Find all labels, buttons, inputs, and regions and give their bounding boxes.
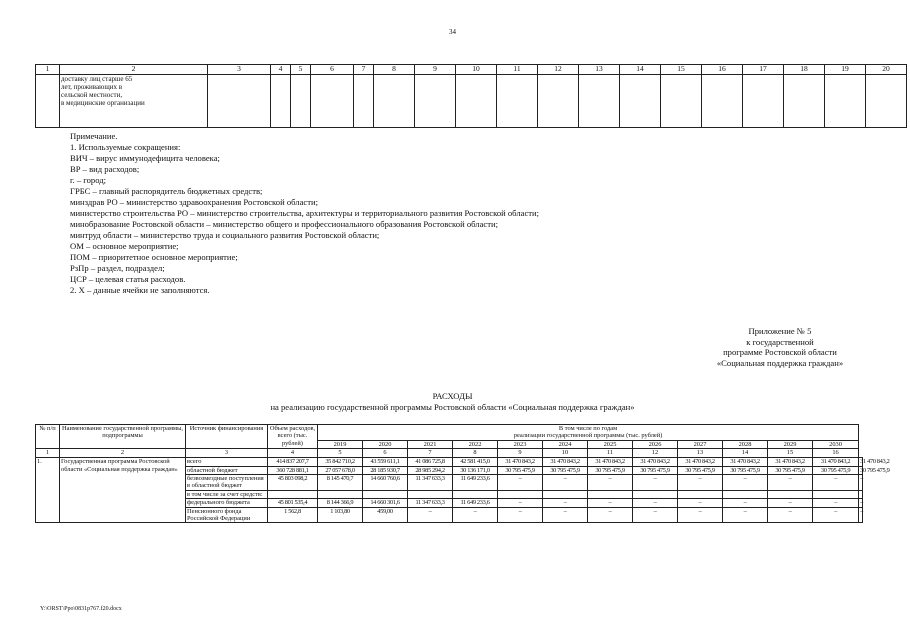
amount-cell: 30 795 475,9 [633,466,678,474]
amount-cell: – [768,499,813,507]
amount-cell: 14 660 301,6 [363,499,408,507]
column-number: 12 [633,449,678,458]
note-line: ВР – вид расходов; [70,164,140,174]
amount-cell [408,490,453,498]
notes-title: Примечание. [70,131,118,141]
column-number: 11 [588,449,633,458]
file-path-footer: Y:\ORST\Ppo\0831p767.f20.docx [40,606,122,612]
amount-cell: 35 842 710,2 [318,458,363,466]
column-number: 6 [363,449,408,458]
column-header: 9 [415,65,456,75]
amount-cell: 28 185 930,7 [363,466,408,474]
column-header: 6 [311,65,354,75]
amount-cell: – [813,499,859,507]
amount-cell: – [588,499,633,507]
amount-cell: 31 470 843,2 [768,458,813,466]
note-line: ОМ – основное мероприятие; [70,241,179,251]
header-years-group: В том числе по годам реализации государственной программы (тыс. рублей) [318,425,859,441]
amount-cell: 28 985 294,2 [408,466,453,474]
header-year: 2021 [408,440,453,448]
header-year: 2028 [723,440,768,448]
note-line: г. – город; [70,175,107,185]
note-line: минтруд области – министерство труда и социального развития Ростовской области; [70,230,380,240]
amount-cell: – [860,499,863,507]
amount-cell: 30 795 475,9 [498,466,543,474]
amount-cell [543,490,588,498]
amount-cell: – [723,499,768,507]
amount-cell: 31 470 843,2 [723,458,768,466]
amount-cell: 30 795 475,9 [543,466,588,474]
column-header: 15 [661,65,702,75]
amount-cell [678,490,723,498]
column-number: 13 [678,449,723,458]
column-header: 19 [825,65,866,75]
amount-cell: 414 837 207,7 [268,458,318,466]
row-description: доставку лиц старше 65 лет, проживающих в сельской местности, в медицинские организации [60,75,208,128]
column-header: 8 [374,65,415,75]
page-number: 34 [449,28,456,36]
amount-cell: 27 057 678,0 [318,466,363,474]
note-line: 1. Используемые сокращения: [70,142,181,152]
amount-cell [268,490,318,498]
column-header: 4 [271,65,291,75]
column-number: 5 [318,449,363,458]
column-header: 2 [60,65,208,75]
amount-cell: – [543,507,588,523]
amount-cell: – [813,507,859,523]
amount-cell: – [453,507,498,523]
column-number: 7 [408,449,453,458]
amount-cell: – [633,499,678,507]
header-volume: Объем расходов, всего (тыс. рублей) [268,425,318,449]
column-header: 12 [538,65,579,75]
column-number: 1 [36,449,60,458]
appendix-heading: Приложение № 5 к государственной программе Ростовской области «Социальная поддержка граждан» [716,326,844,368]
amount-cell [633,490,678,498]
table-row [36,458,863,466]
header-year: 2019 [318,440,363,448]
column-header: 20 [866,65,907,75]
program-number: 1. [36,458,60,523]
column-number: 4 [268,449,318,458]
amount-cell: – [543,475,588,491]
expenses-table [35,424,890,523]
column-number: 16 [813,449,859,458]
amount-cell: 30 795 475,9 [813,466,859,474]
column-header: 17 [743,65,784,75]
amount-cell: 31 470 843,2 [498,458,543,466]
header-source: Источник финансирования [186,425,268,449]
column-header: 13 [579,65,620,75]
note-line: ВИЧ – вирус иммунодефицита человека; [70,153,220,163]
amount-cell: 30 795 475,9 [678,466,723,474]
note-line: минобразование Ростовской области – министерство общего и профессионального образования Ростовской области; [70,219,498,229]
amount-cell: 8 144 366,9 [318,499,363,507]
column-number: 10 [543,449,588,458]
amount-cell: – [678,507,723,523]
column-number: 9 [498,449,543,458]
column-header: 14 [620,65,661,75]
column-number: 2 [60,449,186,458]
amount-cell: 31 470 843,2 [633,458,678,466]
amount-cell [318,490,363,498]
amount-cell: – [588,507,633,523]
amount-cell: 41 086 725,8 [408,458,453,466]
column-header: 11 [497,65,538,75]
note-line: минздрав РО – министерство здравоохранения Ростовской области; [70,197,318,207]
amount-cell: 45 801 535,4 [268,499,318,507]
note-line: РзПр – раздел, подраздел; [70,263,165,273]
amount-cell: 30 795 475,9 [768,466,813,474]
column-number: 15 [768,449,813,458]
header-name: Наименование государственной программы, подпрограммы [60,425,186,449]
amount-cell [453,490,498,498]
amount-cell: – [408,507,453,523]
program-name: Государственная программа Ростовской области «Социальная поддержка граждан» [60,458,186,523]
column-header: 5 [291,65,311,75]
column-header: 7 [354,65,374,75]
header-number: № п/п [36,425,60,449]
header-year: 2024 [543,440,588,448]
amount-cell: 11 347 633,3 [408,475,453,491]
header-year: 2026 [633,440,678,448]
amount-cell: 42 581 415,0 [453,458,498,466]
column-header: 1 [36,65,60,75]
amount-cell: – [588,475,633,491]
amount-cell: – [498,499,543,507]
amount-cell: – [813,475,859,491]
amount-cell: 1 562,8 [268,507,318,523]
amount-cell: 30 795 475,9 [588,466,633,474]
table-row [36,75,907,128]
amount-cell: 11 347 633,3 [408,499,453,507]
header-year: 2030 [813,440,859,448]
amount-cell [723,490,768,498]
amount-cell: – [723,507,768,523]
amount-cell: 360 728 881,1 [268,466,318,474]
amount-cell [363,490,408,498]
amount-cell: 14 660 760,6 [363,475,408,491]
note-line: ЦСР – целевая статья расходов. [70,274,186,284]
amount-cell: 30 136 171,0 [453,466,498,474]
document-title: РАСХОДЫ на реализацию государственной программы Ростовской области «Социальная поддержка граждан» [270,391,635,412]
note-line: ПОМ – приоритетное основное мероприятие; [70,252,238,262]
notes-block [70,131,539,296]
amount-cell: 8 145 470,7 [318,475,363,491]
amount-cell: 1 103,80 [318,507,363,523]
column-number-row [36,449,863,458]
note-line: министерство строительства РО – министерство строительства, архитектуры и территориального развития Ростовской области; [70,208,539,218]
amount-cell [859,490,863,498]
amount-cell: – [768,475,813,491]
amount-cell: 459,00 [363,507,408,523]
table-header-row [36,425,863,441]
amount-cell: – [498,475,543,491]
header-year: 2029 [768,440,813,448]
amount-cell: 45 803 098,2 [268,475,318,491]
column-number: 8 [453,449,498,458]
amount-cell: – [633,475,678,491]
amount-cell: 11 649 233,6 [453,475,498,491]
header-year: 2023 [498,440,543,448]
amount-cell: 11 649 233,6 [453,499,498,507]
amount-cell: – [678,475,723,491]
note-line: 2. Х – данные ячейки не заполняются. [70,285,210,295]
column-number: 14 [723,449,768,458]
amount-cell: 31 470 843,2 [813,458,859,466]
amount-cell [768,490,813,498]
amount-cell: – [633,507,678,523]
amount-cell: – [498,507,543,523]
amount-cell: – [859,507,863,523]
funding-source: в том числе за счет средств: [186,490,268,498]
amount-cell: 31 470 843,2 [678,458,723,466]
note-line: ГРБС – главный распорядитель бюджетных средств; [70,186,263,196]
amount-cell [588,490,633,498]
header-year: 2022 [453,440,498,448]
column-header: 16 [702,65,743,75]
header-year: 2027 [678,440,723,448]
amount-cell: 43 559 611,1 [363,458,408,466]
funding-source: Пенсионного фонда Российской Федерации [186,507,268,523]
amount-cell: 30 795 475,9 [860,466,890,474]
amount-cell: 31 470 843,2 [588,458,633,466]
amount-cell: – [678,499,723,507]
funding-source: безвозмездные поступления в областной бюджет [186,475,268,491]
funding-source: всего [186,458,268,466]
header-year: 2025 [588,440,633,448]
amount-cell: 31 470 843,2 [860,458,890,466]
column-header: 3 [208,65,271,75]
amount-cell: 31 470 843,2 [543,458,588,466]
funding-source: областной бюджет [186,466,268,474]
amount-cell: – [723,475,768,491]
funding-source: федерального бюджета [186,499,268,507]
continuation-table [35,64,907,128]
amount-cell [498,490,543,498]
amount-cell: – [768,507,813,523]
amount-cell: – [543,499,588,507]
header-year: 2020 [363,440,408,448]
table-header-row [36,65,907,75]
amount-cell [813,490,859,498]
column-number: 3 [186,449,268,458]
amount-cell: 30 795 475,9 [723,466,768,474]
amount-cell: – [859,475,863,491]
column-header: 18 [784,65,825,75]
column-header: 10 [456,65,497,75]
